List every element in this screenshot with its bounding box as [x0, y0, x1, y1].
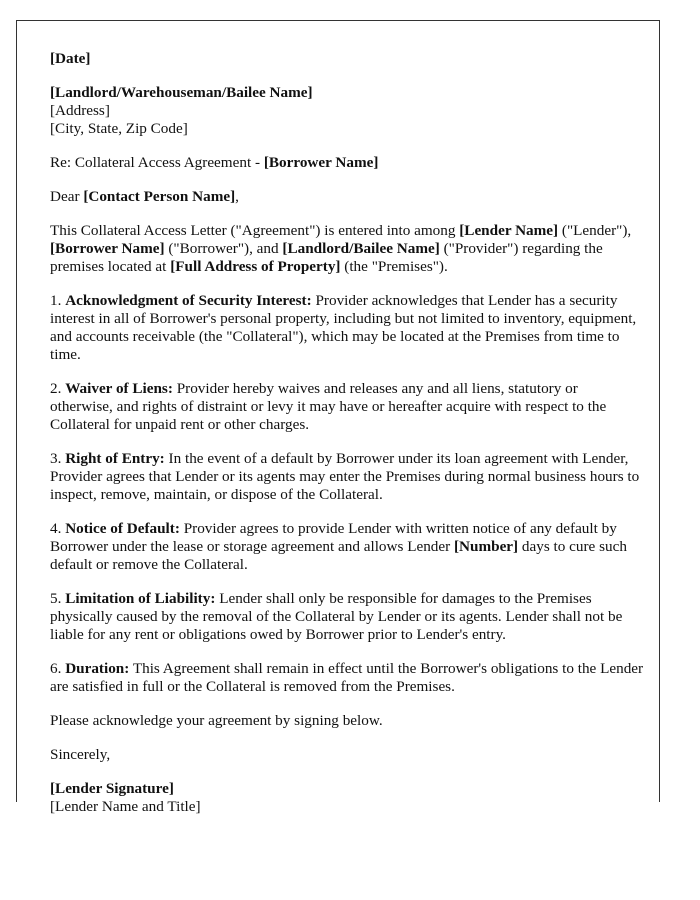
bold-text: Duration: [65, 660, 130, 677]
document-page [16, 20, 660, 815]
body-text: Provider acknowledges that Lender has a security interest in all of Borrower's personal property, including but not limited to inventory, equipment, and accounts receivable (the "Collateral"), which may be located at the Premises from time to time. [50, 292, 637, 363]
bold-text: [Lender Name] [459, 222, 559, 239]
bold-text: Limitation of Liability: [65, 590, 216, 607]
letter-paragraph [50, 780, 644, 816]
bold-text: [Date] [50, 50, 91, 67]
bold-text: [Borrower Name] [50, 240, 165, 257]
bold-text: [Landlord/Bailee Name] [282, 240, 440, 257]
body-text: Please acknowledge your agreement by signing below. [50, 712, 383, 729]
letter-paragraph [50, 660, 644, 696]
body-text: Provider agrees to provide Lender with written notice of any default by Borrower under the lease or storage agreement and allows Lender [50, 520, 617, 555]
letter-paragraph [50, 450, 644, 504]
letter-body [50, 50, 644, 832]
body-text: Provider hereby waives and releases any and all liens, statutory or otherwise, and rights of distraint or levy it may have or hereafter acquire with respect to the Collateral for unpaid rent or other charges. [50, 380, 607, 433]
body-text: , [235, 188, 239, 205]
body-text: [City, State, Zip Code] [50, 120, 188, 137]
body-text: 2. [50, 380, 66, 397]
bold-text: [Borrower Name] [263, 154, 379, 171]
body-text: ("Provider") regarding the premises located at [50, 240, 603, 275]
body-text: This Collateral Access Letter ("Agreement") is entered into among [50, 222, 460, 239]
body-text: In the event of a default by Borrower under its loan agreement with Lender, Provider agrees that Lender or its agents may enter the Premises during normal business hours to inspect, remove, maintain, or dispose of the Collateral. [50, 450, 640, 503]
letter-paragraph [50, 188, 644, 206]
letter-paragraph [50, 380, 644, 434]
body-text: 4. [50, 520, 66, 537]
body-text: 3. [50, 450, 66, 467]
body-text: ("Lender"), [558, 222, 632, 239]
bold-text: Notice of Default: [65, 520, 180, 537]
body-text: 5. [50, 590, 66, 607]
bold-text: Right of Entry: [65, 450, 165, 467]
bold-text: [Lender Signature] [50, 780, 174, 797]
bold-text: [Number] [454, 538, 519, 555]
letter-paragraph [50, 590, 644, 644]
body-text: 1. [50, 292, 66, 309]
bold-text: Acknowledgment of Security Interest: [65, 292, 312, 309]
body-text: This Agreement shall remain in effect until the Borrower's obligations to the Lender are satisfied in full or the Collateral is removed from the Premises. [50, 660, 644, 695]
letter-paragraph [50, 712, 644, 730]
bold-text: [Landlord/Warehouseman/Bailee Name] [50, 84, 313, 101]
body-text: Sincerely, [50, 746, 111, 763]
letter-paragraph [50, 154, 644, 172]
bold-text: [Contact Person Name] [83, 188, 236, 205]
bold-text: Waiver of Liens: [65, 380, 173, 397]
body-text: ("Borrower"), and [164, 240, 283, 257]
body-text: [Lender Name and Title] [50, 798, 201, 815]
letter-paragraph [50, 520, 644, 574]
letter-paragraph [50, 50, 644, 68]
body-text: Re: Collateral Access Agreement - [50, 154, 264, 171]
body-text: (the "Premises"). [340, 258, 448, 275]
body-text: Dear [50, 188, 84, 205]
letter-paragraph [50, 746, 644, 764]
body-text: Lender shall only be responsible for damages to the Premises physically caused by the removal of the Collateral by Lender or its agents. Lender shall not be liable for any rent or obligations owed by Borrower prior to Lender's entry. [50, 590, 623, 643]
body-text: days to cure such default or remove the Collateral. [50, 538, 627, 573]
body-text: [Address] [50, 102, 110, 119]
letter-paragraph [50, 84, 644, 138]
bold-text: [Full Address of Property] [170, 258, 341, 275]
letter-paragraph [50, 222, 644, 276]
letter-paragraph [50, 292, 644, 364]
body-text: 6. [50, 660, 66, 677]
